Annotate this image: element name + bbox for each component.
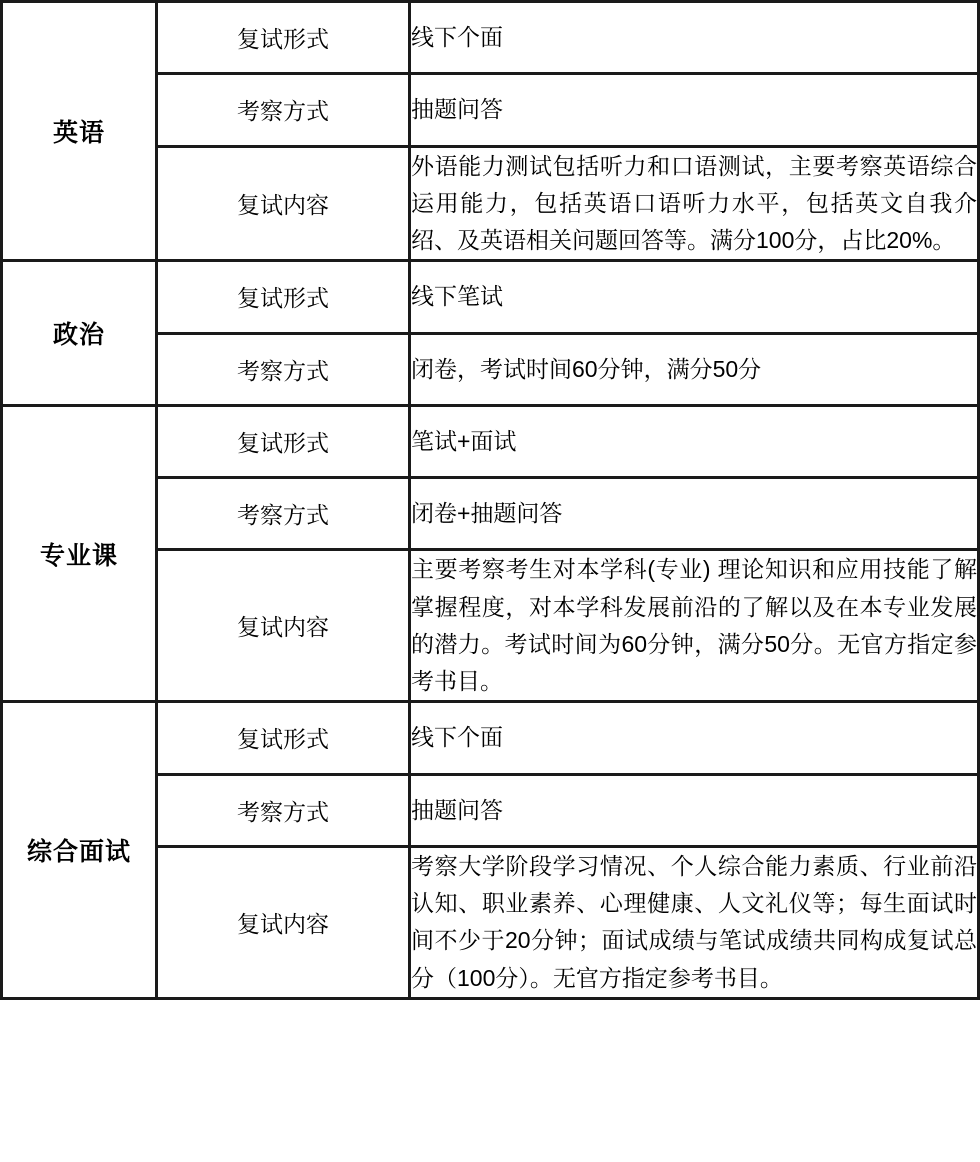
field-value-interview-method: 抽题问答 xyxy=(410,774,979,846)
field-value-major-form: 笔试+面试 xyxy=(410,405,979,477)
field-value-english-method: 抽题问答 xyxy=(410,74,979,146)
table-row xyxy=(2,702,979,774)
subject-label-major: 专业课 xyxy=(2,405,157,702)
paragraph-english-content: 外语能力测试包括听力和口语测试，主要考察英语综合运用能力，包括英语口语听力水平，包括英文自我介绍、及英语相关问题回答等。满分100分，占比20%。 xyxy=(411,152,977,253)
subject-label-politics: 政治 xyxy=(2,261,157,406)
field-label-interview-content: 复试内容 xyxy=(157,846,410,998)
table-row xyxy=(2,261,979,333)
field-label-english-content: 复试内容 xyxy=(157,146,410,261)
field-label-major-content: 复试内容 xyxy=(157,550,410,702)
paragraph-major-content: 主要考察考生对本学科(专业) 理论知识和应用技能了解掌握程度，对本学科发展前沿的了解以及在本专业发展的潜力。考试时间为60分钟，满分50分。无官方指定参考书目。 xyxy=(411,556,977,694)
table-row xyxy=(2,405,979,477)
subject-label-comprehensive-interview: 综合面试 xyxy=(2,702,157,999)
subject-label-english: 英语 xyxy=(2,2,157,261)
field-value-english-content xyxy=(410,146,979,261)
field-value-major-method: 闭卷+抽题问答 xyxy=(410,478,979,550)
field-value-politics-form: 线下笔试 xyxy=(410,261,979,333)
paragraph-interview-content: 考察大学阶段学习情况、个人综合能力素质、行业前沿认知、职业素养、心理健康、人文礼仪等；每生面试时间不少于20分钟；面试成绩与笔试成绩共同构成复试总分（100分）。无官方指定参考书目。 xyxy=(411,852,977,991)
field-value-interview-form: 线下个面 xyxy=(410,702,979,774)
field-label-major-form: 复试形式 xyxy=(157,405,410,477)
field-label-interview-form: 复试形式 xyxy=(157,702,410,774)
field-label-politics-method: 考察方式 xyxy=(157,333,410,405)
field-label-english-form: 复试形式 xyxy=(157,2,410,74)
field-value-interview-content xyxy=(410,846,979,998)
table-row xyxy=(2,2,979,74)
field-value-english-form: 线下个面 xyxy=(410,2,979,74)
field-label-interview-method: 考察方式 xyxy=(157,774,410,846)
field-label-politics-form: 复试形式 xyxy=(157,261,410,333)
field-value-politics-method: 闭卷，考试时间60分钟，满分50分 xyxy=(410,333,979,405)
field-label-english-method: 考察方式 xyxy=(157,74,410,146)
field-label-major-method: 考察方式 xyxy=(157,478,410,550)
field-value-major-content xyxy=(410,550,979,702)
